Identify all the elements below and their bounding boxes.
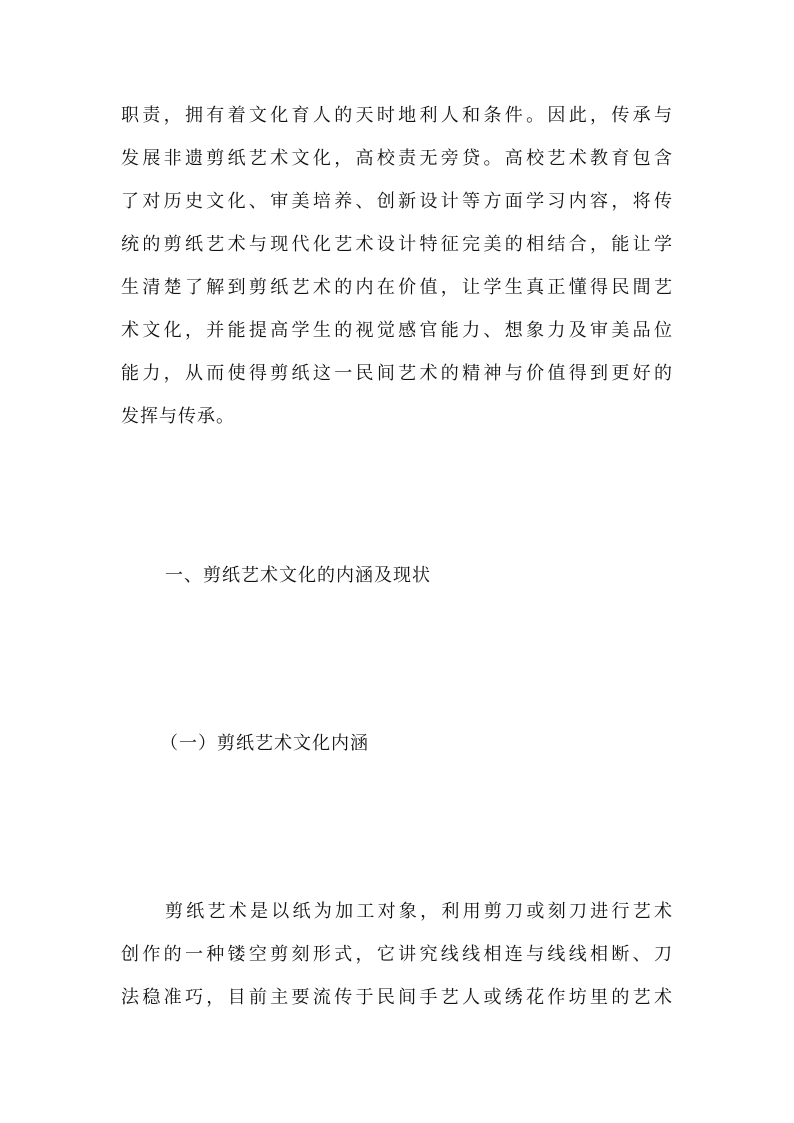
paragraph-1-line-3: 了对历史文化、审美培养、创新设计等方面学习内容，将传	[121, 191, 673, 212]
paragraph-2-line-2: 创作的一种镂空剪刻形式，它讲究线线相连与线线相断、刀	[121, 944, 673, 965]
paragraph-1-line-5: 生清楚了解到剪纸艺术的内在价值，让学生真正懂得民間艺	[121, 277, 673, 298]
paragraph-2-line-1: 剪纸艺术是以纸为加工对象，利用剪刀或刻刀进行艺术	[165, 901, 673, 922]
subsection-heading: （一）剪纸艺术文化内涵	[160, 733, 369, 754]
paragraph-1-line-2: 发展非遗剪纸艺术文化，高校责无旁贷。高校艺术教育包含	[121, 148, 673, 169]
paragraph-2-line-3: 法稳准巧，目前主要流传于民间手艺人或绣花作坊里的艺术	[121, 987, 673, 1008]
paragraph-1-line-7: 能力，从而使得剪纸这一民间艺术的精神与价值得到更好的	[121, 363, 673, 384]
paragraph-1-line-4: 统的剪纸艺术与现代化艺术设计特征完美的相结合，能让学	[121, 234, 673, 255]
paragraph-1-line-6: 术文化，并能提高学生的视觉感官能力、想象力及审美品位	[121, 320, 673, 341]
paragraph-1-line-1: 职责，拥有着文化育人的天时地利人和条件。因此，传承与	[121, 105, 673, 126]
paragraph-1-line-8: 发挥与传承。	[121, 406, 235, 427]
section-heading: 一、剪纸艺术文化的内涵及现状	[165, 565, 431, 586]
